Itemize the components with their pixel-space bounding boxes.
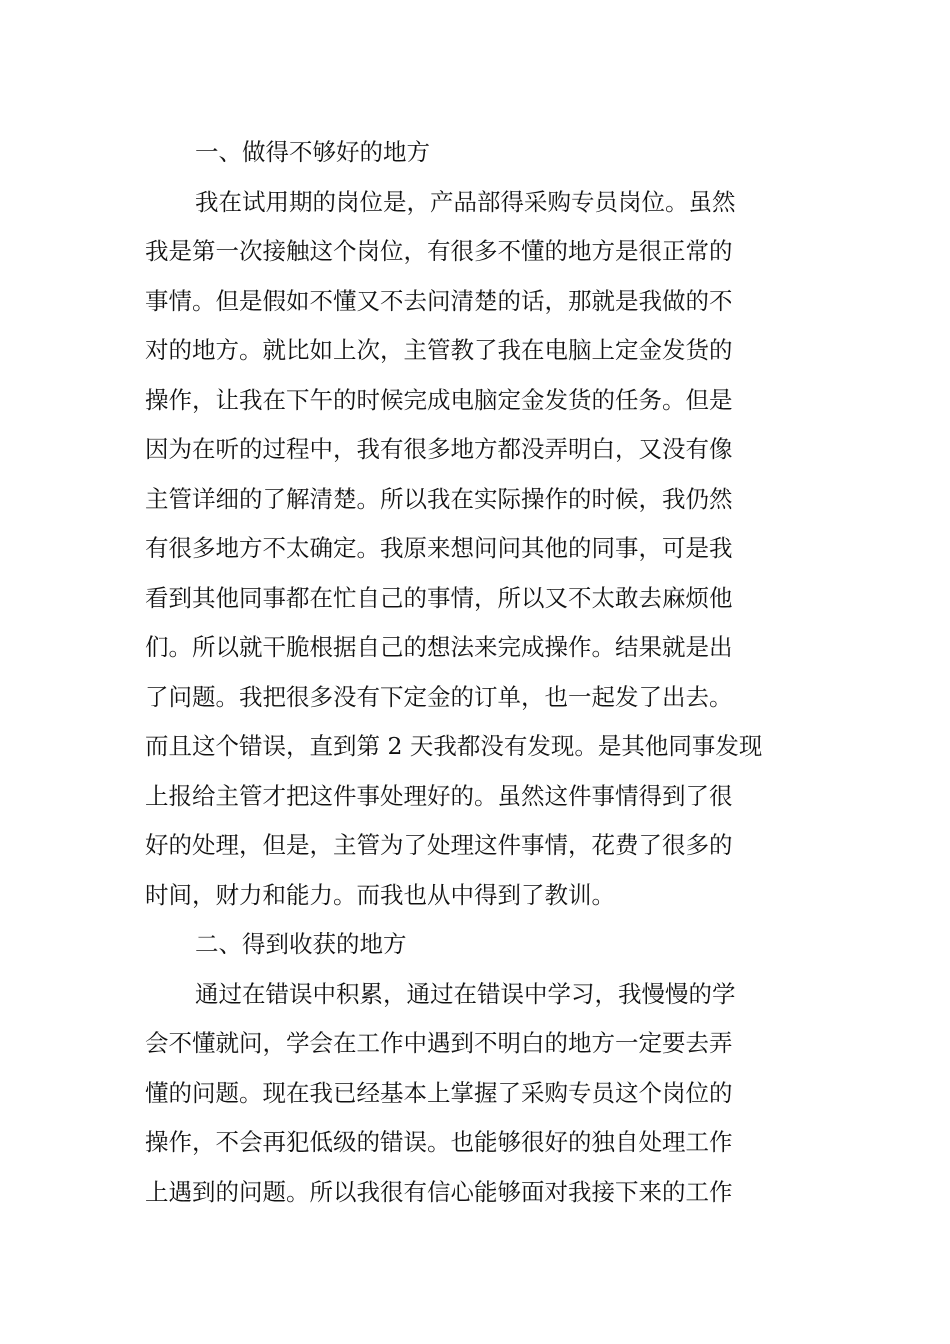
paragraph-line: 上报给主管才把这件事处理好的。虽然这件事情得到了很 (145, 781, 733, 810)
paragraph-line: 对的地方。就比如上次，主管教了我在电脑上定金发货的 (145, 336, 733, 364)
paragraph-line: 们。所以就干脆根据自己的想法来完成操作。结果就是出 (145, 633, 733, 661)
paragraph-line: 了问题。我把很多没有下定金的订单，也一起发了出去。 (145, 682, 733, 711)
section-heading-2: 二、得到收获的地方 (195, 930, 407, 958)
paragraph-line: 事情。但是假如不懂又不去问清楚的话，那就是我做的不 (145, 286, 733, 315)
paragraph-line: 我在试用期的岗位是，产品部得采购专员岗位。虽然 (195, 187, 736, 216)
paragraph-line: 而且这个错误，直到第 2 天我都没有发现。是其他同事发现 (145, 732, 763, 760)
paragraph-line: 懂的问题。现在我已经基本上掌握了采购专员这个岗位的 (145, 1078, 733, 1107)
paragraph-line: 时间，财力和能力。而我也从中得到了教训。 (145, 880, 615, 909)
paragraph-line: 有很多地方不太确定。我原来想问问其他的同事，可是我 (145, 534, 733, 562)
document-body (145, 128, 807, 1217)
paragraph-line: 好的处理，但是，主管为了处理这件事情，花费了很多的 (145, 831, 733, 859)
paragraph-line: 操作，不会再犯低级的错误。也能够很好的独自处理工作 (145, 1128, 733, 1156)
paragraph-line: 会不懂就问，学会在工作中遇到不明白的地方一定要去弄 (145, 1029, 733, 1057)
paragraph-line: 上遇到的问题。所以我很有信心能够面对我接下来的工作 (145, 1177, 733, 1206)
paragraph-line: 看到其他同事都在忙自己的事情，所以又不太敢去麻烦他 (145, 583, 733, 612)
section-heading-1: 一、做得不够好的地方 (195, 138, 430, 166)
paragraph-line: 因为在听的过程中，我有很多地方都没弄明白，又没有像 (145, 435, 733, 463)
paragraph-line: 通过在错误中积累，通过在错误中学习，我慢慢的学 (195, 979, 736, 1008)
paragraph-line: 主管详细的了解清楚。所以我在实际操作的时候，我仍然 (145, 484, 733, 513)
paragraph-line: 操作，让我在下午的时候完成电脑定金发货的任务。但是 (145, 385, 733, 414)
paragraph-line: 我是第一次接触这个岗位，有很多不懂的地方是很正常的 (145, 237, 733, 265)
